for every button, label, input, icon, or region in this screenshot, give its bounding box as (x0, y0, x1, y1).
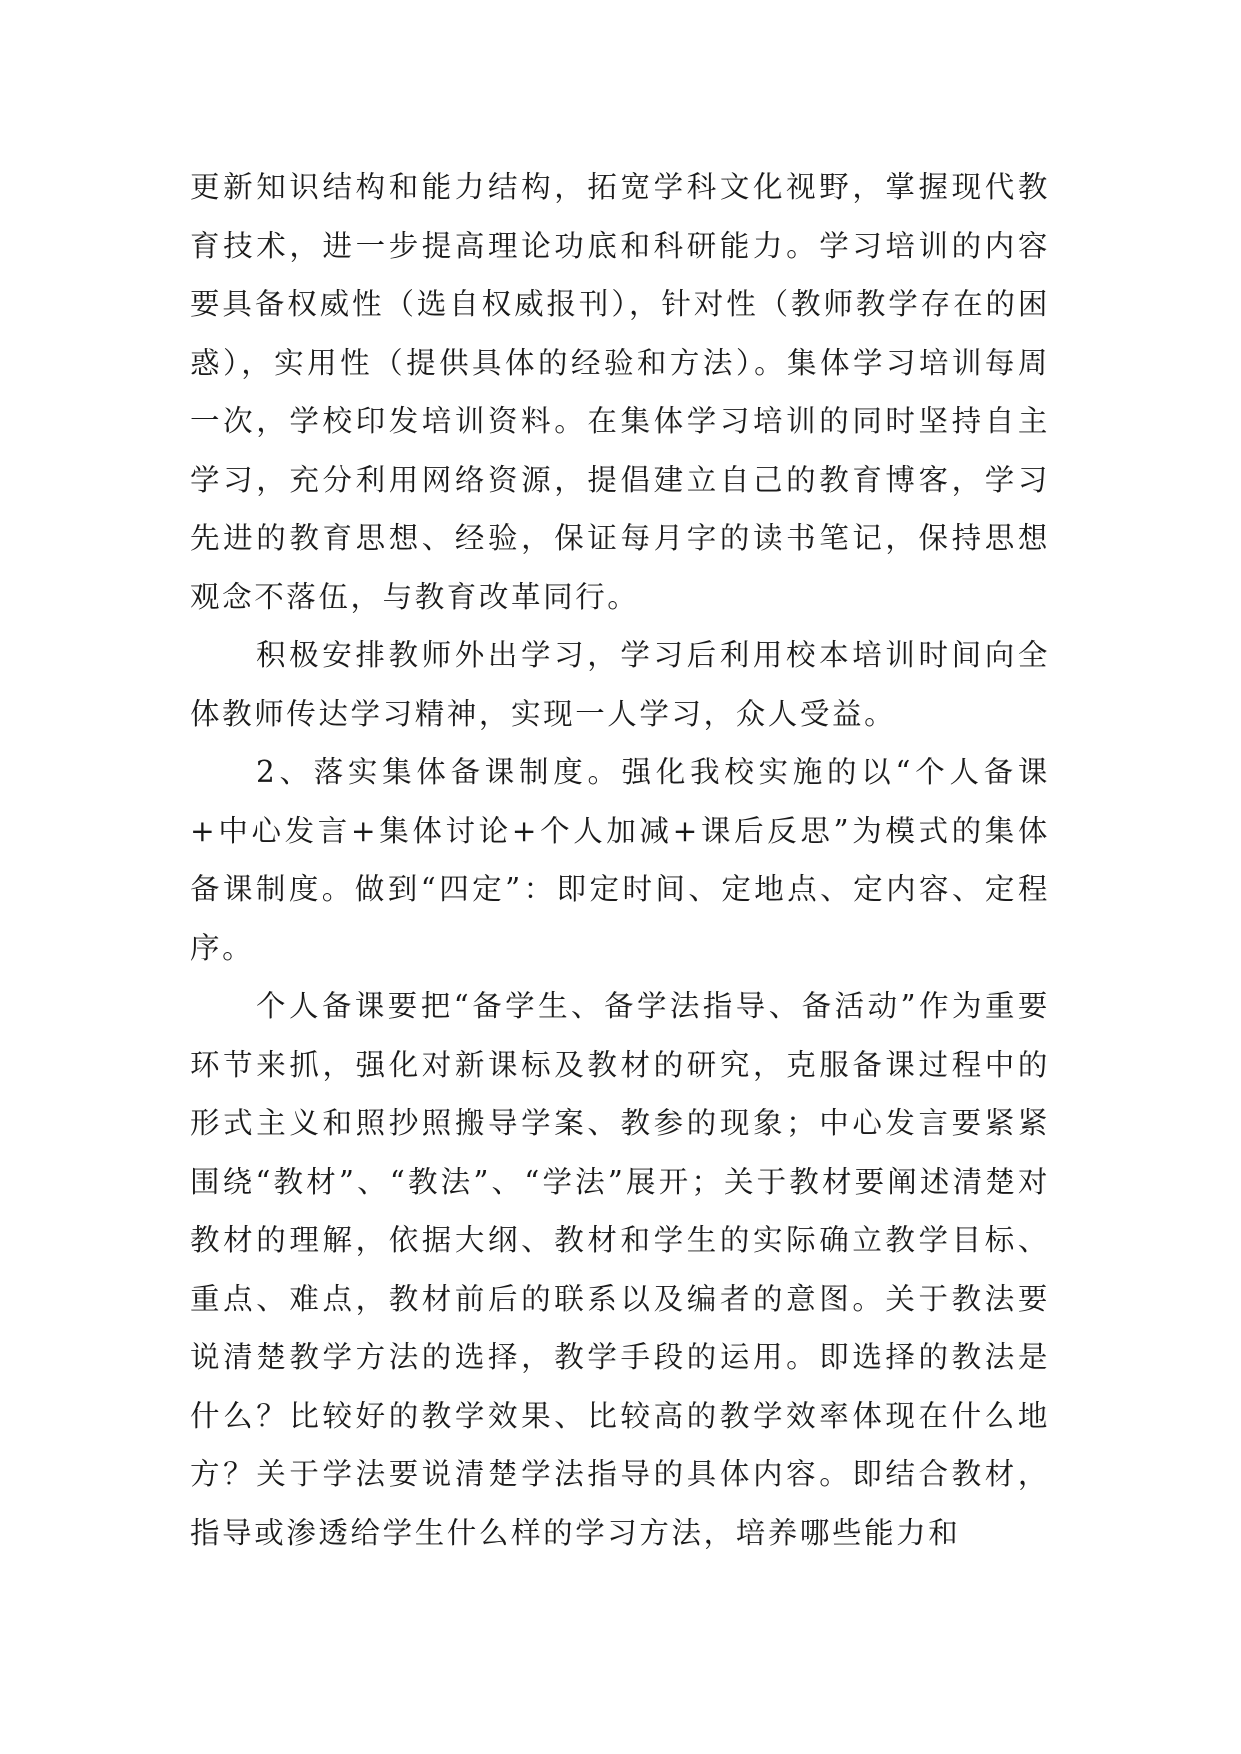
paragraph-individual-lesson-prep: 个人备课要把“备学生、备学法指导、备活动”作为重要环节来抓，强化对新课标及教材的研究，克服备课过程中的形式主义和照抄照搬导学案、教参的现象；中心发言要紧紧围绕“教材”、“教法”、“学法”展开；关于教材要阐述清楚对教材的理解，依据大纲、教材和学生的实际确立教学目标、重点、难点，教材前后的联系以及编者的意图。关于教法要说清楚教学方法的选择，教学手段的运用。即选择的教法是什么？比较好的教学效果、比较高的教学效率体现在什么地方？关于学法要说清楚学法指导的具体内容。即结合教材，指导或渗透给学生什么样的学习方法，培养哪些能力和 (190, 989, 1050, 1550)
paragraph-collective-lesson-prep: 2、落实集体备课制度。强化我校实施的以“个人备课+中心发言+集体讨论+个人加减+课后反思”为模式的集体备课制度。做到“四定”：即定时间、定地点、定内容、定程序。 (190, 755, 1050, 965)
document-body (190, 158, 1050, 1562)
paragraph-outside-study: 积极安排教师外出学习，学习后利用校本培训时间向全体教师传达学习精神，实现一人学习，众人受益。 (190, 638, 1050, 731)
paragraph-teacher-training: 更新知识结构和能力结构，拓宽学科文化视野，掌握现代教育技术，进一步提高理论功底和科研能力。学习培训的内容要具备权威性（选自权威报刊），针对性（教师教学存在的困惑），实用性（提供具体的经验和方法）。集体学习培训每周一次，学校印发培训资料。在集体学习培训的同时坚持自主学习，充分利用网络资源，提倡建立自己的教育博客，学习先进的教育思想、经验，保证每月字的读书笔记，保持思想观念不落伍，与教育改革同行。 (190, 170, 1050, 614)
